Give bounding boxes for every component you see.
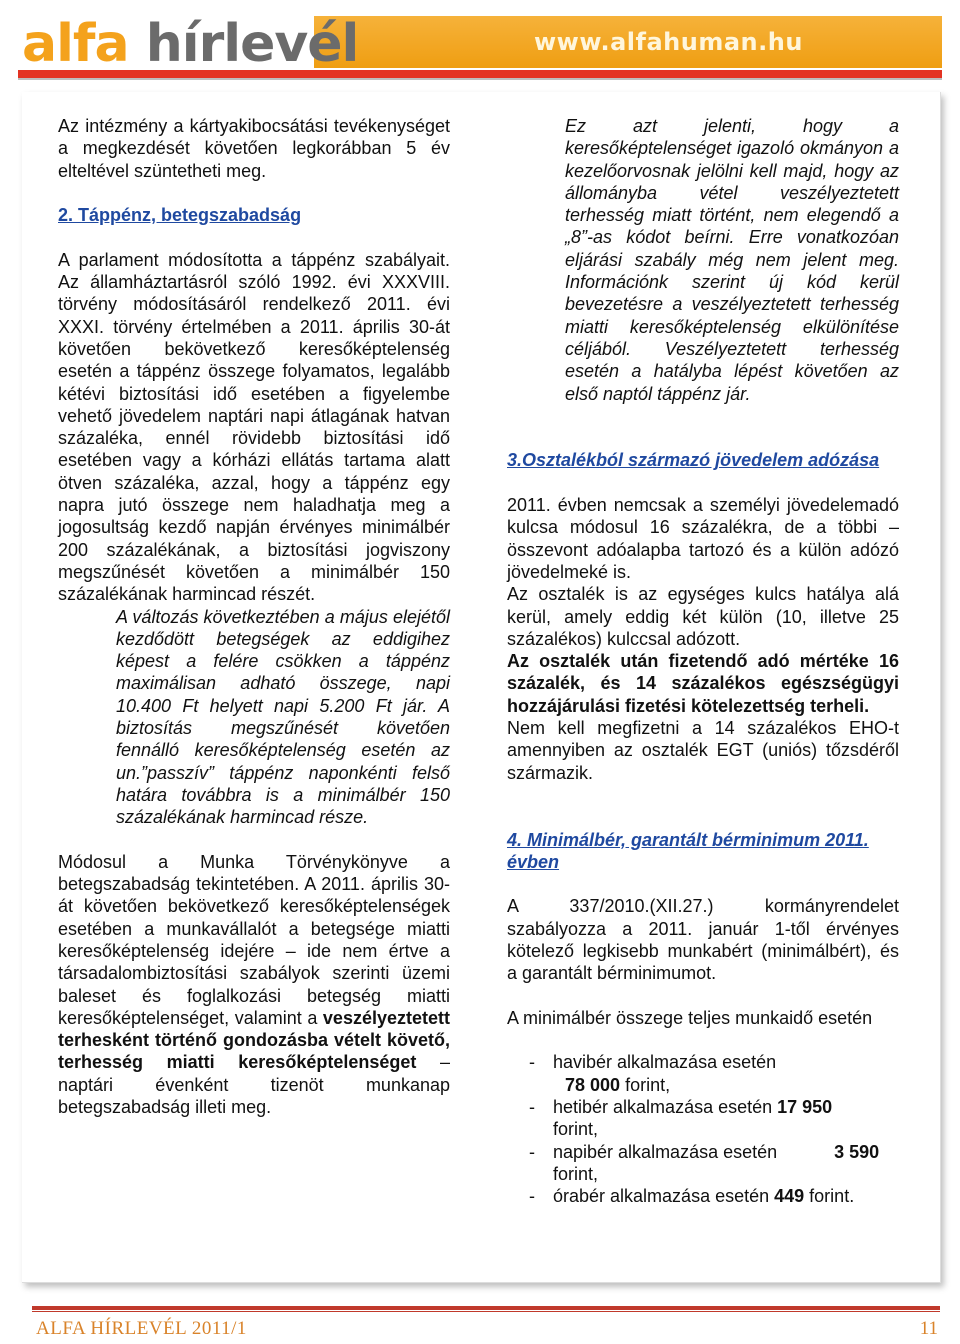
wage-item-weekly: - hetibér alkalmazása esetén 17 950 forint,	[529, 1096, 899, 1141]
right-column	[507, 115, 899, 1208]
wage-item-monthly: - havibér alkalmazása esetén 78 000 forint,	[529, 1051, 899, 1096]
card-issuing-paragraph: Az intézmény a kártyakibocsátási tevékenységet a megkezdését követően legkorábban 5 év elteltével szüntetheti meg.	[58, 116, 450, 181]
sick-pay-change-paragraph: A változás következtében a május elejétől kezdődött betegségek az eddigihez képest a felére csökken a táppénz maximálisan adható összege, napi 10.400 Ft helyett napi 5.200 Ft jár. A biztosítás megszűnését követően fennálló keresőképtelenség esetén az un.”passzív” táppénz naponkénti felső határa továbbra is a minimálbér 150 százalékának harmincad része.	[116, 606, 450, 828]
dividend-paragraph-3: Nem kell megfizetni a 14 százalékos EHO-t amennyiben az osztalék EGT (uniós) tőzsdéről származik.	[507, 718, 899, 783]
section-heading-4: 4. Minimálbér, garantált bérminimum 2011. évben	[507, 829, 869, 872]
sick-leave-text-bold: veszélyeztetett terhesként történő gondozásba vételt követő, terhesség miatti keresőképtelenséget	[58, 1007, 450, 1073]
dividend-paragraph-2: Az osztalék is az egységes kulcs hatálya alá kerül, amely eddig két külön (10, illetve 25 százalékos) kulccsal adózott.	[507, 584, 899, 649]
minimum-wage-intro: A minimálbér összege teljes munkaidő esetén	[507, 1007, 873, 1028]
footer-line-thin	[32, 1311, 940, 1312]
sick-pay-paragraph: A parlament módosította a táppénz szabályait. Az államháztartásról szóló 1992. évi XXXVIII. törvény módosításáról rendelkező 2011. évi XXXI. törvény értelmében a 2011. április 30-át követően bekövetkező keresőképtelenség esetén a táppénz összege folyamatos, legalább kétévi biztosítási idő esetében a figyelembe vehető jövedelem naptári napi átlagának hatvan százaléka, ennél rövidebb biztosítási idő esetében vagy a kórházi ellátás tartama alatt ötven százaléka, azzal, hogy a táppénz egy napra jutó összege nem haladhatja meg a jogosultság kezdő napján érvényes minimálbér 200 százalékának, a biztosítási jogviszony megszűnését követően a minimálbér 150 százalékának harmincad részét.	[58, 249, 450, 605]
left-column	[58, 115, 450, 1118]
logo-alfa: alfa	[22, 14, 129, 74]
dividend-paragraph-bold: Az osztalék után fizetendő adó mértéke 16 százalék, és 14 százalékos egészségügyi hozzájárulási fizetési kötelezettség terheli.	[507, 651, 899, 716]
page-number: 11	[919, 1318, 938, 1339]
site-url[interactable]: www.alfahuman.hu	[534, 28, 803, 56]
wage-item-hourly: - órabér alkalmazása esetén 449 forint.	[529, 1185, 899, 1207]
footer-publication: ALFA HÍRLEVÉL 2011/1	[36, 1318, 247, 1339]
sick-leave-text-c: – naptári évenként tizenöt munkanap betegszabadság illeti meg.	[58, 1052, 450, 1118]
section-heading-3: 3.Osztalékból származó jövedelem adózása	[507, 450, 880, 471]
header-banner	[18, 0, 942, 84]
dividend-paragraph-1: 2011. évben nemcsak a személyi jövedelemadó kulcsa módosul 16 százalékra, de a többi – összevont adóalapba tartozó és a külön adózó jövedelmeké is.	[507, 495, 899, 582]
footer-line	[32, 1306, 940, 1310]
sick-leave-paragraph	[58, 851, 450, 1119]
wage-list	[507, 1051, 899, 1207]
header-grey-line	[18, 78, 942, 80]
url-bar	[314, 16, 942, 68]
logo	[22, 14, 358, 74]
pregnancy-paragraph: Ez azt jelenti, hogy a keresőképtelenséget igazoló okmányon a kezelőorvosnak jelölni kell majd, hogy az állományba vétel veszélyeztetett terhesség miatt történt, nem elegendő a „8”-as kódot beírni. Erre vonatkozóan eljárási szabály még nem jelent meg. Információnk szerint új kód kerül bevezetésre a veszélyeztetett terhesség miatti keresőképtelenség elkülönítése céljából. Veszélyeztetett terhesség esetén a hatályba lépést követően az első naptól táppénz jár.	[565, 116, 899, 404]
logo-hirlevel: hírlevél	[145, 14, 359, 74]
minimum-wage-paragraph: A 337/2010.(XII.27.) kormányrendelet szabályozza a 2011. január 1-től érvényes kötelező legkisebb munkabért (minimálbért), és a garantált bérminimumot.	[507, 896, 899, 984]
section-heading-2: 2. Táppénz, betegszabadság	[58, 205, 302, 226]
wage-item-daily: - napibér alkalmazása esetén 3 590 forint,	[529, 1141, 899, 1186]
sick-leave-text-a: Módosul a Munka Törvénykönyve a betegszabadság tekintetében. A 2011. április 30-át követően bekövetkező keresőképtelenségek esetében a munkavállalót a betegsége miatti keresőképtelenség idejére – ide nem értve a társadalombiztosítási szabályok szerinti üzemi baleset és foglalkozási betegség miatti keresőképtelenséget, valamint a	[58, 851, 450, 1028]
